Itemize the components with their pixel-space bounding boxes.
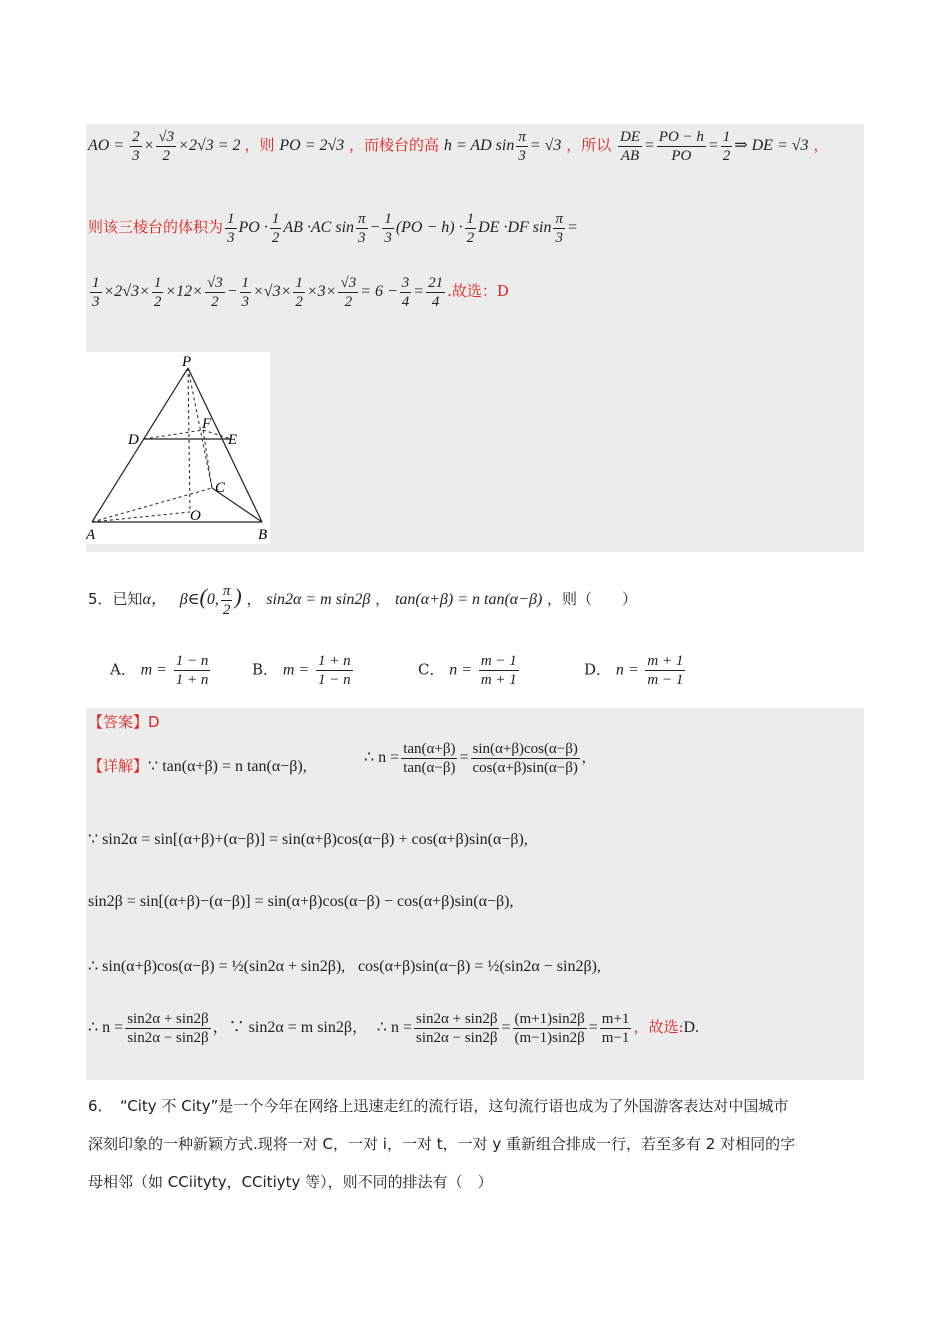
- option-d[interactable]: [584, 652, 687, 689]
- choose-d-text: .故选：D: [447, 282, 509, 301]
- label-p: P: [182, 354, 192, 370]
- solution-line-3: [88, 274, 509, 311]
- step5b-text: ，∵ sin2α = m sin2β，: [212, 1019, 369, 1037]
- answer-step-1b: [364, 740, 586, 777]
- volume-compute: $\frac{1}{3}$ ×2√3× $\frac{1}{2}$ ×12× $\frac{√3}{2}$ − $\frac{1}{3}$ ×√3× $\frac{1}{2}$ ×3× $\frac{√3}{2}$ = 6 − $\frac{3}{4}$ = $\frac{21}{4}$: [92, 275, 444, 310]
- option-d-num: m + 1: [647, 653, 684, 669]
- text-so: ，所以: [566, 136, 612, 155]
- question-5-stem: [88, 582, 637, 619]
- step5d-text: ，故选:: [633, 1018, 684, 1037]
- label-o: O: [190, 508, 201, 524]
- q5-alpha: α，: [142, 591, 167, 609]
- q6-line-1: 6． “City 不 City”是一个今年在网络上迅速走红的流行语，这句流行语也成为了外国游客表达对中国城市: [88, 1097, 789, 1115]
- label-e: E: [228, 432, 238, 448]
- step4b-text: cos(α+β)sin(α−β) = ½(sin2α − sin2β),: [357, 958, 601, 975]
- answer-step-4: [88, 955, 601, 978]
- q5-beta-range: β∈(0, $\frac{\pi}{2}$ ): [179, 583, 242, 618]
- solution-line-1: [88, 128, 828, 165]
- option-b-num: 1 + n: [317, 653, 351, 669]
- option-a-den: 1 + n: [175, 672, 209, 688]
- edge-df: [144, 430, 203, 439]
- step5c-formula: ∴ n = $\frac{\sin 2\alpha + \sin 2\beta}{\sin 2\alpha - \sin 2\beta}$ = $\frac{(m+1)\sin 2\beta}{(m-1)\sin 2\beta}$ = $\frac{m+1}{m-1}$: [376, 1011, 630, 1046]
- edge-pb: [188, 368, 262, 522]
- option-c-label: C．: [418, 660, 445, 679]
- answer-step-3: [88, 890, 513, 913]
- volume-text: 则该三棱台的体积为: [88, 218, 224, 237]
- formula-po: PO = 2√3: [279, 137, 345, 155]
- answer-step-1: [88, 755, 307, 778]
- option-c[interactable]: [418, 652, 521, 689]
- label-d: D: [128, 432, 139, 448]
- step4a-text: ∴ sin(α+β)cos(α−β) = ½(sin2α + sin2β),: [88, 958, 346, 975]
- q5-sep-2: ，: [375, 590, 391, 609]
- q5-sep-1: ，: [246, 590, 262, 609]
- label-f: F: [202, 416, 212, 432]
- option-d-lhs: n =: [615, 661, 639, 679]
- option-c-num: m − 1: [480, 653, 517, 669]
- edge-po: [188, 368, 190, 512]
- option-a[interactable]: [110, 652, 212, 689]
- text-then: ，则: [244, 136, 275, 155]
- option-a-lhs: m =: [140, 661, 167, 679]
- text-comma: ，: [813, 136, 829, 155]
- option-d-den: m − 1: [647, 672, 684, 688]
- volume-formula: $\frac{1}{3}$ PO · $\frac{1}{2}$ AB ·AC sin $\frac{\pi}{3}$ − $\frac{1}{3}$ (PO − h) · $\frac{1}{2}$ DE ·DF sin $\frac{\pi}{3}$ =: [227, 211, 578, 246]
- q6-line-3: 母相邻（如 CCiityty，CCitiyty 等），则不同的排法有（ ）: [88, 1173, 493, 1191]
- formula-de: $\frac{DE}{AB}$ = $\frac{PO - h}{PO}$ = $\frac{1}{2}$ ⇒ DE = √3: [620, 129, 809, 164]
- option-b-lhs: m =: [282, 661, 310, 679]
- step5a-formula: ∴ n = $\frac{\sin 2\alpha + \sin 2\beta}{\sin 2\alpha - \sin 2\beta}$: [88, 1011, 209, 1046]
- answer-tag: 【答案】D: [88, 713, 160, 731]
- question-6: [88, 1087, 858, 1201]
- option-d-label: D．: [584, 660, 612, 679]
- option-b[interactable]: [252, 652, 355, 689]
- frustum-diagram: [86, 352, 270, 544]
- q5-cond-1: sin2α = m sin2β: [266, 591, 371, 609]
- q5-ask: ，则（ ）: [547, 590, 638, 609]
- text-height: ，而棱台的高: [349, 136, 440, 155]
- edge-ao: [92, 512, 190, 522]
- q6-line-2: 深刻印象的一种新颖方式.现将一对 C，一对 i，一对 t，一对 y 重新组合排成一行，若至多有 2 对相同的字: [88, 1135, 796, 1153]
- step2-text: ∵ sin2α = sin[(α+β)+(α−β)] = sin(α+β)cos(α−β) + cos(α+β)sin(α−β),: [88, 831, 528, 848]
- q5-cond-2: tan(α+β) = n tan(α−β): [394, 591, 543, 609]
- option-b-label: B．: [252, 660, 279, 679]
- option-b-den: 1 − n: [317, 672, 351, 688]
- option-c-lhs: n =: [449, 661, 473, 679]
- step1-text: ∵ tan(α+β) = n tan(α−β),: [148, 758, 307, 775]
- label-b: B: [258, 527, 268, 543]
- answer-step-2: [88, 828, 528, 851]
- label-c: C: [215, 480, 226, 496]
- step1b-formula: ∴ n = $\frac{\tan(\alpha+\beta)}{\tan(\alpha-\beta)}$ = $\frac{\sin(\alpha+\beta)\cos(\alpha-\beta)}{\cos(\alpha+\beta)\sin(\alpha-\beta)}$ ,: [364, 741, 586, 776]
- q5-number: 5．已知: [88, 590, 143, 609]
- detail-tag: 【详解】: [88, 757, 149, 775]
- label-a: A: [86, 527, 96, 543]
- frustum-figure: [86, 352, 270, 544]
- answer-step-5: [88, 1010, 699, 1047]
- formula-ao: AO = $\frac{2}{3}$ × $\frac{√3}{2}$ ×2√3 = 2: [88, 129, 245, 164]
- step3-text: sin2β = sin[(α+β)−(α−β)] = sin(α+β)cos(α−β) − cos(α+β)sin(α−β),: [88, 893, 514, 910]
- formula-h: h = AD sin $\frac{\pi}{3}$ = √3: [443, 129, 562, 164]
- option-a-num: 1 − n: [175, 653, 209, 669]
- option-c-den: m + 1: [480, 672, 517, 688]
- solution-line-2: [88, 210, 578, 247]
- option-a-label: A．: [110, 660, 136, 679]
- step5e-text: D.: [683, 1019, 700, 1037]
